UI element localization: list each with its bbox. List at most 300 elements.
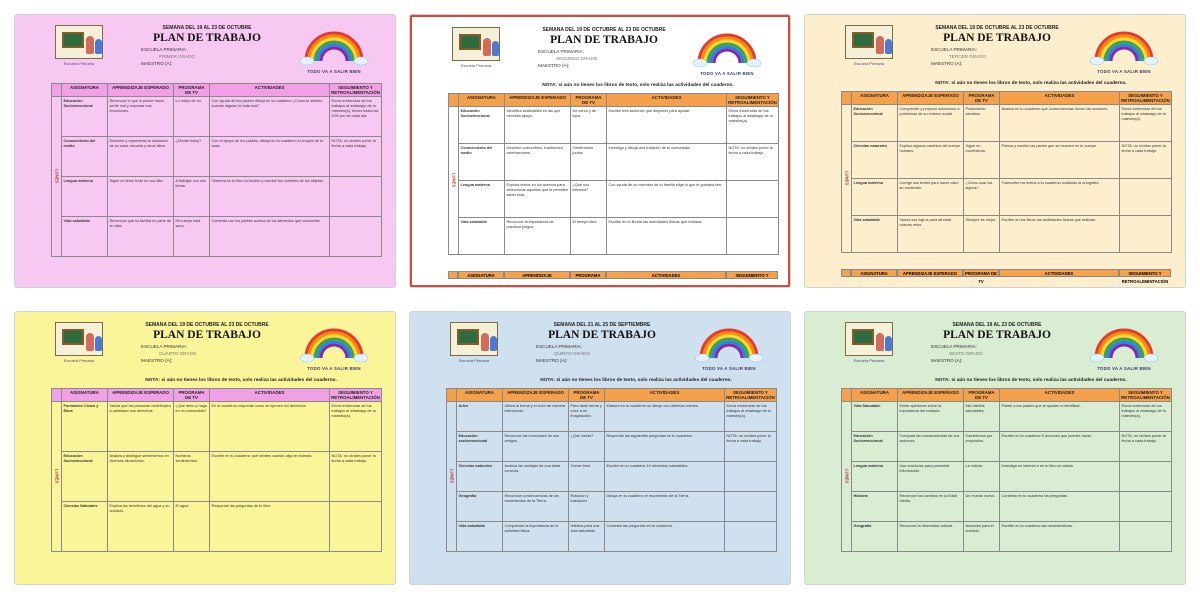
table-cell: Propiciando cambios. (964, 105, 1000, 142)
table-cell: Dibuja en tu cuaderno el movimiento de la Tierra. (605, 492, 725, 522)
table-cell: NOTA: no olvides poner la fecha a cada trabajo. (727, 144, 779, 181)
table-cell: Compara las consecuencias de sus acciones. (898, 432, 964, 462)
rainbow-icon (301, 23, 367, 67)
day-label: LUNES (842, 105, 852, 253)
table-header-row (842, 92, 1172, 105)
logo-caption: Escuela Primaria (63, 358, 95, 363)
day-header-cell (842, 389, 852, 402)
table-cell: ¿Cómo usar los signos? (964, 179, 1000, 216)
table-cell: Identifica actividades en las que necesita apoyo. (505, 107, 571, 144)
logo-caption: Escuela Primaria (460, 63, 492, 68)
table-cell: Artes (457, 402, 503, 432)
table-cell: Hábitos para una vida saludable. (569, 522, 605, 552)
table-cell: Comprende la importancia de la actividad física. (503, 522, 569, 552)
table-cell: Educación Socioemocional (852, 105, 898, 142)
table-cell: Educación Socioemocional (62, 97, 108, 137)
table-cell (1120, 179, 1172, 216)
teacher-label: MAESTRO (A): (931, 61, 963, 66)
table-cell (330, 502, 382, 552)
column-header: ASIGNATURA (459, 94, 505, 107)
table-cell: Envía evidencias de tus trabajos al whatsapp de tu maestro(a), tienes hasta las 9:00 pm de cada día. (330, 97, 382, 137)
table-cell: Reconoce la importancia de practicar juegos. (505, 218, 571, 255)
plan-header (418, 23, 782, 85)
table-row (447, 402, 777, 432)
school-label: ESCUELA PRIMARIA: (141, 344, 187, 349)
column-header: ACTIVIDADES (210, 389, 330, 402)
plan-page (21, 21, 389, 281)
table-row (842, 522, 1172, 552)
footer-cell: APRENDIZAJE (504, 271, 570, 279)
child-icon (481, 333, 489, 351)
plan-title: PLAN DE TRABAJO (550, 34, 658, 46)
column-header: ASIGNATURA (852, 389, 898, 402)
column-header: SEGUIMIENTO Y RETROALIMENTACIÓN (728, 95, 777, 105)
table-cell: Analiza en tu cuaderno qué consecuencias tienen las acciones. (1000, 105, 1120, 142)
table-row (449, 181, 779, 218)
footer-cell: PROGRAMA DE TV (963, 269, 999, 277)
column-header: PROGRAMA DE TV (964, 389, 1000, 402)
child-icon (86, 333, 94, 351)
school-label: ESCUELA PRIMARIA: (538, 49, 584, 54)
child-icon (95, 336, 102, 351)
child-icon (490, 336, 497, 351)
table-cell: En el cuaderno responde como se ejercen tus derechos. (210, 402, 330, 452)
column-header: PROGRAMA DE TV (174, 389, 210, 402)
column-header: ACTIVIDADES (607, 94, 727, 107)
table-cell: Explora textos en los acervos para seleccionar aquellos que le permiten saber más. (505, 181, 571, 218)
day-label: LUNES (447, 402, 457, 552)
school-label: ESCUELA PRIMARIA: (931, 47, 977, 52)
table-cell: Comprende y propone soluciones a problemas de su entorno social. (898, 105, 964, 142)
table-row (842, 142, 1172, 179)
school-label: ESCUELA PRIMARIA: (536, 344, 582, 349)
table-header-row (842, 389, 1172, 402)
table-row (842, 432, 1172, 462)
teacher-label: MAESTRO (A): (538, 63, 570, 68)
footer-cell: ASIGNATURA (851, 269, 897, 277)
day-header-cell (52, 389, 62, 402)
column-header: APRENDIZAJE ESPERADO (108, 389, 174, 402)
table-cell: Comenta con tus padres acerca de los alimentos que consumes. (210, 217, 330, 257)
table-cell: Explica los beneficios del agua y su cuidado. (108, 502, 174, 552)
footer-cell: SEGUIMIENTO Y (726, 271, 778, 279)
day-label: LUNES (842, 402, 852, 552)
table-cell: Escribe tres acciones que dispones para ayudar. (607, 107, 727, 144)
table-cell: Valora que las personas contribuyen a satisfacer sus derechos. (108, 402, 174, 452)
day-header-cell (52, 84, 62, 97)
table-cell: Mis hábitos saludables. (964, 402, 1000, 432)
plan-header (416, 318, 784, 380)
logo-caption: Escuela Primaria (458, 358, 490, 363)
plan-header (811, 318, 1179, 380)
table-cell: Con el apoyo de tus padres, dibuja en tu cuaderno el croquis de tu casa. (210, 137, 330, 177)
table-row (449, 107, 779, 144)
table-cell: Envía evidencias de tus trabajos al whatsapp de tu maestro(a). (1120, 402, 1172, 432)
chalkboard-icon (852, 329, 874, 345)
column-header: ACTIVIDADES (1000, 92, 1120, 105)
column-header: APRENDIZAJE ESPERADO (503, 389, 569, 402)
footer-cell: PROGRAMA (570, 271, 606, 279)
day-label: LUNES (52, 97, 62, 257)
footer-cell: APRENDIZAJE ESPERADO (897, 269, 963, 277)
motto-caption: TODO VA A SALIR BIEN (1097, 69, 1151, 74)
motto-caption: TODO VA A SALIR BIEN (1097, 366, 1151, 371)
table-row (447, 522, 777, 552)
grade-label: SEGUNDO GRADO (556, 56, 598, 61)
table-cell: Envía evidencias de tus trabajos al whatsapp de tu maestro(a). (727, 107, 779, 144)
rainbow-icon (1091, 23, 1157, 67)
table-row (842, 402, 1172, 432)
table-row (52, 502, 382, 552)
plan-thumbnail[interactable] (15, 15, 395, 287)
table-cell: Vida Saludable (852, 402, 898, 432)
table-row (52, 97, 382, 137)
table-row (447, 492, 777, 522)
table-row (842, 179, 1172, 216)
table-cell (727, 218, 779, 255)
books-note: NOTA: si aún no tienes los libros de texto, solo realiza las actividades del cuaderno. (935, 378, 1127, 383)
child-icon (885, 336, 892, 351)
books-note: NOTA: si aún no tienes los libros de texto, solo realiza las actividades del cuaderno. (540, 378, 732, 383)
table-row (52, 137, 382, 177)
column-header: APRENDIZAJE ESPERADO (898, 92, 964, 105)
motto-caption: TODO VA A SALIR BIEN (307, 366, 361, 371)
footer-cell: ASIGNATURA (458, 271, 504, 279)
column-header: PROGRAMA DE TV (571, 94, 607, 107)
footer-header-row (841, 269, 1171, 284)
table-cell: Rotación y traslación. (569, 492, 605, 522)
table-cell: Responde las preguntas de tu libro. (210, 502, 330, 552)
plan-title: PLAN DE TRABAJO (943, 32, 1051, 44)
motto-caption: TODO VA A SALIR BIEN (702, 366, 756, 371)
table-cell: Lengua materna (459, 181, 505, 218)
day-label: LUNES (449, 107, 459, 255)
chalkboard-icon (62, 32, 84, 48)
child-icon (876, 36, 884, 54)
table-cell: Para darle forma y color a mi imaginación. (569, 402, 605, 432)
day-header-cell (447, 389, 457, 402)
table-cell: Escribe en tu cuaderno qué sientes cuando algo te molesta. (210, 452, 330, 502)
table-cell: Educación Socioemocional (852, 432, 898, 462)
table-cell: Historia (852, 492, 898, 522)
table-cell: NOTA: no olvides poner la fecha a cada trabajo. (1120, 142, 1172, 179)
table-cell (1120, 216, 1172, 253)
table-cell: Elabora en tu cuaderno un dibujo con distintos colores. (605, 402, 725, 432)
table-cell: El tiempo libre. (571, 218, 607, 255)
table-row (449, 218, 779, 255)
table-cell: Mi cuerpo está sano. (174, 217, 210, 257)
teacher-label: MAESTRO (A): (931, 358, 963, 363)
table-cell: Vida saludable (457, 522, 503, 552)
table-cell: Valora sus logros para afrontar nuevos retos. (898, 216, 964, 253)
plan-thumbnail[interactable] (410, 15, 790, 287)
table-cell: Acciones para el cuidado. (964, 522, 1000, 552)
table-cell: Envía evidencias de tus trabajos al whatsapp de tu maestro(a). (330, 402, 382, 452)
plan-table (446, 388, 777, 552)
table-cell: Sigue en movimiento. (964, 142, 1000, 179)
table-row (449, 144, 779, 181)
child-icon (492, 41, 499, 56)
books-note: NOTA: si aún no tienes los libros de texto, solo realiza las actividades del cuaderno. (542, 83, 734, 88)
table-cell: Lengua materna (852, 179, 898, 216)
plan-page (418, 23, 782, 279)
table-row (447, 432, 777, 462)
plan-table (51, 83, 382, 257)
school-label: ESCUELA PRIMARIA: (141, 47, 187, 52)
table-cell (1120, 492, 1172, 522)
table-cell: Cambiemos por propósitos. (964, 432, 1000, 462)
table-cell: Nuestros sentimientos. (174, 452, 210, 502)
table-row (52, 452, 382, 502)
table-header-row (447, 389, 777, 402)
table-cell: Lengua materna (852, 462, 898, 492)
table-cell: Usa oraciones para presentar información. (898, 462, 964, 492)
table-row (842, 105, 1172, 142)
chalkboard-icon (852, 32, 874, 48)
table-cell: Ciencias naturales (457, 462, 503, 492)
column-header: PROGRAMA DE TV (569, 389, 605, 402)
plan-thumbnail[interactable] (410, 312, 790, 584)
table-row (842, 462, 1172, 492)
table-cell: Emite opiniones sobre la importancia del cuidado. (898, 402, 964, 432)
teacher-label: MAESTRO (A): (141, 358, 173, 363)
grade-label: SEXTO GRADO (949, 351, 983, 356)
table-cell: Describe y representa la ubicación de su casa, escuela y otros sitios. (108, 137, 174, 177)
school-logo-icon (450, 322, 498, 356)
table-cell: Conocimiento del medio (62, 137, 108, 177)
plan-header (811, 21, 1179, 83)
plan-title: PLAN DE TRABAJO (548, 329, 656, 341)
table-row (842, 492, 1172, 522)
grade-label: TERCER GRADO (949, 54, 987, 59)
table-cell (725, 462, 777, 492)
table-row (52, 402, 382, 452)
column-header: SEGUIMIENTO Y RETROALIMENTACIÓN (1121, 93, 1170, 103)
chalkboard-icon (457, 329, 479, 345)
week-label: SEMANA DEL 19 DE OCTUBRE AL 23 DE OCTUBRE (542, 27, 666, 33)
table-cell: Transcribe los textos a tu cuaderno cuidando la ortografía. (1000, 179, 1120, 216)
child-icon (876, 333, 884, 351)
school-logo-icon (55, 322, 103, 356)
week-label: SEMANA DEL 19 DE OCTUBRE AL 23 DE OCTUBRE (145, 322, 269, 328)
table-cell: Celebramos juntos. (571, 144, 607, 181)
table-cell: Con ayuda de un miembro de tu familia elige lo que te gustaría leer. (607, 181, 727, 218)
rainbow-icon (301, 320, 367, 364)
rainbow-icon (696, 320, 762, 364)
table-cell: Escribe en tu cuaderno las características. (1000, 522, 1120, 552)
table-cell: Utiliza la forma y el color de manera intencional. (503, 402, 569, 432)
column-header: SEGUIMIENTO Y RETROALIMENTACIÓN (331, 390, 380, 400)
table-cell: De cerca y de lejos. (571, 107, 607, 144)
table-cell: NOTA: no olvides poner la fecha a cada trabajo. (725, 432, 777, 462)
table-cell (1120, 462, 1172, 492)
column-header: ACTIVIDADES (210, 84, 330, 97)
plan-page (811, 318, 1179, 578)
week-label: SEMANA DEL 19 DE OCTUBRE AL 23 DE OCTUBRE (935, 25, 1059, 31)
column-header: PROGRAMA DE TV (964, 92, 1000, 105)
table-cell: Responde las siguientes preguntas en tu cuaderno. (605, 432, 725, 462)
table-row (842, 216, 1172, 253)
plan-title: PLAN DE TRABAJO (153, 32, 261, 44)
grade-label: PRIMER GRADO (159, 54, 195, 59)
plan-header (21, 21, 389, 83)
rainbow-icon (694, 25, 760, 69)
table-cell: Un mundo nuevo. (964, 492, 1000, 522)
column-header: ASIGNATURA (457, 389, 503, 402)
table-cell: ¿Qué debo y hago en mi comunidad? (174, 402, 210, 452)
plan-page (21, 318, 389, 578)
table-cell: Reconoce lo que le puede hacer sentir mal y expresar sus emociones. (108, 97, 174, 137)
table-cell: Contesta las preguntas en tu cuaderno. (605, 522, 725, 552)
plan-thumbnail[interactable] (805, 312, 1185, 584)
logo-caption: Escuela Primaria (63, 61, 95, 66)
table-cell: ¿Qué siento? (569, 432, 605, 462)
table-cell: Vida saludable (459, 218, 505, 255)
table-cell: Ciencias naturales (852, 142, 898, 179)
table-cell: Educación Socioemocional (459, 107, 505, 144)
table-cell: Ciencias Naturales (62, 502, 108, 552)
child-icon (86, 36, 94, 54)
teacher-label: MAESTRO (A): (141, 61, 173, 66)
column-header: APRENDIZAJE ESPERADO (898, 389, 964, 402)
table-cell: Reconoce consecuencias de los movimientos de la Tierra. (503, 492, 569, 522)
column-header: ASIGNATURA (852, 92, 898, 105)
table-cell: Siempre es mejor. (964, 216, 1000, 253)
table-cell: NOTA: no olvides poner la fecha a cada trabajo. (1120, 432, 1172, 462)
table-cell: Vida saludable (852, 216, 898, 253)
footer-cell (841, 269, 851, 277)
column-header: ACTIVIDADES (1000, 389, 1120, 402)
plan-header (21, 318, 389, 380)
footer-cell: ACTIVIDADES (999, 269, 1119, 277)
table-cell: Describe costumbres, tradiciones, celebraciones. (505, 144, 571, 181)
motto-caption: TODO VA A SALIR BIEN (307, 69, 361, 74)
table-cell: Investiga en internet o en tu libro la noticia. (1000, 462, 1120, 492)
table-cell (727, 181, 779, 218)
table-cell: Analiza y distingue sentimientos en diversas situaciones. (108, 452, 174, 502)
day-label: LUNES (52, 402, 62, 552)
table-cell (1120, 522, 1172, 552)
table-cell: Escribe en tus libros las actividades físicas que realizas. (1000, 216, 1120, 253)
table-cell: Sigue un texto leído en voz alta. (108, 177, 174, 217)
table-cell: Explica algunos cambios del cuerpo humano. (898, 142, 964, 179)
table-cell: El agua. (174, 502, 210, 552)
column-header: SEGUIMIENTO Y RETROALIMENTACIÓN (1121, 390, 1170, 400)
table-cell: Investiga y dibuja una tradición de tu comunidad. (607, 144, 727, 181)
teacher-label: MAESTRO (A): (536, 358, 568, 363)
day-header-cell (842, 92, 852, 105)
plan-table (51, 388, 382, 552)
child-icon (885, 39, 892, 54)
table-cell: ¿Dónde estoy? (174, 137, 210, 177)
school-logo-icon (845, 25, 893, 59)
table-cell: Lengua materna (62, 177, 108, 217)
school-logo-icon (55, 25, 103, 59)
table-cell: Reconoce que su familia es parte de su vida. (108, 217, 174, 257)
child-icon (95, 39, 102, 54)
table-cell: Conocimiento del medio (459, 144, 505, 181)
footer-header-row (448, 271, 778, 279)
day-header-cell (449, 94, 459, 107)
column-header: APRENDIZAJE ESPERADO (108, 84, 174, 97)
plan-page (811, 21, 1179, 284)
table-cell: Con ayuda de tus padres dibuja en tu cuaderno ¿Cómo te sientes cuando alguien te trata mal? (210, 97, 330, 137)
table-cell: La noticia. (964, 462, 1000, 492)
chalkboard-icon (459, 34, 481, 50)
plan-title: PLAN DE TRABAJO (153, 329, 261, 341)
plan-title: PLAN DE TRABAJO (943, 329, 1051, 341)
table-cell: NOTA: no olvides poner la fecha a cada trabajo. (330, 452, 382, 502)
table-cell: Observa en tu libro la lección y escribe los nombres de los objetos. (210, 177, 330, 217)
plan-thumbnail[interactable] (15, 312, 395, 584)
school-label: ESCUELA PRIMARIA: (931, 344, 977, 349)
table-row (447, 462, 777, 492)
table-cell: Reconoce la diversidad cultural. (898, 522, 964, 552)
table-header-row (52, 84, 382, 97)
table-cell: Geografía (457, 492, 503, 522)
table-cell: NOTA: no olvides poner la fecha a cada trabajo. (330, 137, 382, 177)
table-cell: Vida saludable (62, 217, 108, 257)
table-row (52, 177, 382, 217)
table-cell: Escribe en tu cuaderno 10 alimentos saludables. (605, 462, 725, 492)
table-cell (330, 217, 382, 257)
footer-cell: SEGUIMIENTO Y RETROALIMENTACIÓN (1119, 269, 1171, 277)
logo-caption: Escuela Primaria (853, 61, 885, 66)
table-cell: Envía evidencias de tus trabajos al whatsapp de tu maestro(a). (1120, 105, 1172, 142)
table-cell: Corrige sus textos para hacer claro su contenido. (898, 179, 964, 216)
logo-caption: Escuela Primaria (853, 358, 885, 363)
child-icon (483, 38, 491, 56)
school-logo-icon (845, 322, 893, 356)
footer-cell (448, 271, 458, 279)
week-label: SEMANA DEL 19 AL 23 DE OCTUBRE (952, 322, 1042, 328)
table-cell: ¿Qué nos interesa? (571, 181, 607, 218)
table-cell: Pídele a tus padres que te ayuden a identificar. (1000, 402, 1120, 432)
table-cell: Educación socioemocional (457, 432, 503, 462)
plan-table (448, 93, 779, 255)
grade-label: QUINTO GRADO (554, 351, 590, 356)
table-cell: Contesta en tu cuaderno las preguntas. (1000, 492, 1120, 522)
books-note: NOTA: si aún no tienes los libros de texto, solo realiza las actividades del cuaderno. (145, 378, 337, 383)
table-cell: Escribe en tu cuaderno 5 acciones que puedes hacer. (1000, 432, 1120, 462)
week-label: SEMANA DEL 19 AL 23 DE OCTUBRE (162, 25, 252, 31)
table-cell: Escribe en tu libreta las actividades físicas que realizas. (607, 218, 727, 255)
table-cell: Lo mejor de mí. (174, 97, 210, 137)
plan-thumbnail[interactable] (805, 15, 1185, 287)
plan-table (841, 91, 1172, 253)
school-logo-icon (452, 27, 500, 61)
table-row (52, 217, 382, 257)
motto-caption: TODO VA A SALIR BIEN (700, 71, 754, 76)
week-label: SEMANA DEL 21 AL 25 DE SEPTIEMBRE (553, 322, 651, 328)
table-cell: Reconoce los cambios en la Edad Media. (898, 492, 964, 522)
column-header: ASIGNATURA (62, 84, 108, 97)
table-cell: Comer bien. (569, 462, 605, 492)
plan-page (416, 318, 784, 578)
books-note: NOTA: si aún no tienes los libros de texto, solo realiza las actividades del cuaderno. (935, 81, 1127, 86)
table-cell: A trabajar con mis letras. (174, 177, 210, 217)
column-header: PROGRAMA DE TV (174, 84, 210, 97)
table-cell (725, 522, 777, 552)
table-cell (330, 177, 382, 217)
table-header-row (449, 94, 779, 107)
table-cell: Piensa y escribe las partes que se mueven en tu cuerpo. (1000, 142, 1120, 179)
footer-cell: ACTIVIDADES (606, 271, 726, 279)
table-header-row (52, 389, 382, 402)
plan-table (841, 388, 1172, 552)
table-cell (725, 492, 777, 522)
table-cell: Reconoce las emociones de sus amigos. (503, 432, 569, 462)
